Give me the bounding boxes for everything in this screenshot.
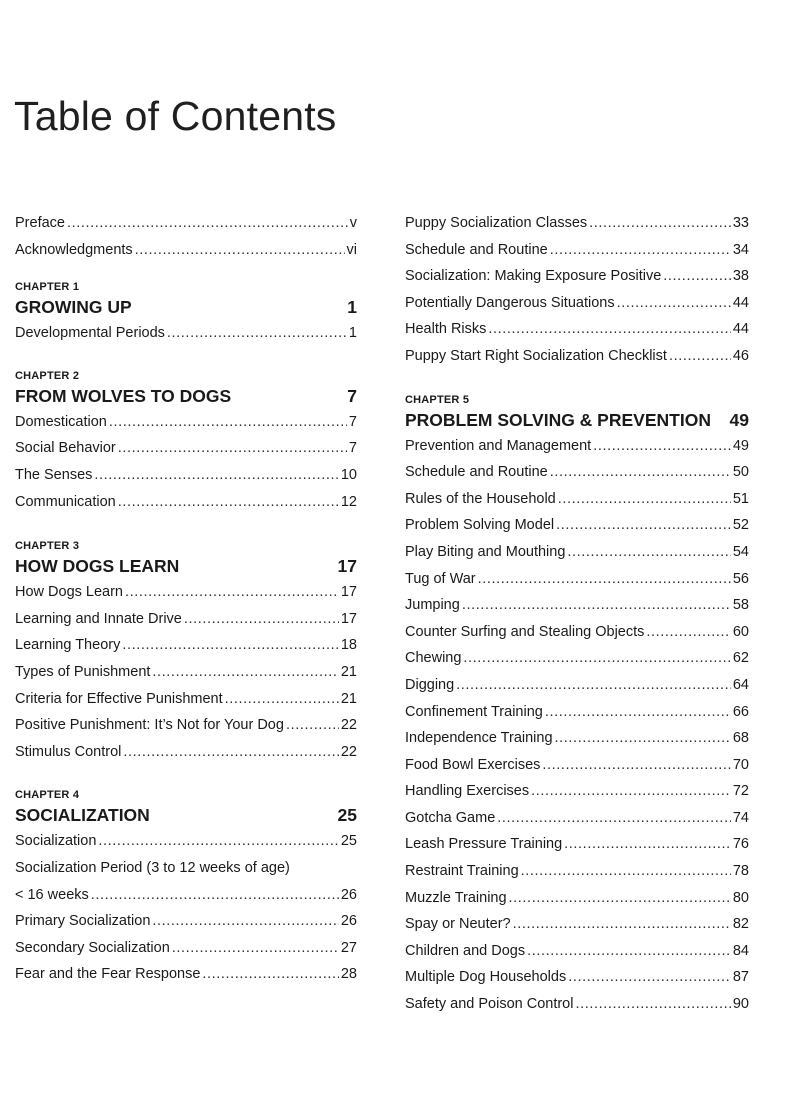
leader-dots (152, 908, 338, 935)
entry-page: 74 (732, 809, 749, 826)
chapter-page: 1 (347, 297, 357, 318)
toc-entry[interactable] (405, 645, 749, 672)
entry-title: Health Risks (405, 321, 487, 338)
entry-page: 26 (340, 886, 357, 903)
leader-dots (593, 433, 731, 460)
chapter-heading[interactable] (405, 407, 749, 433)
toc-entry[interactable] (405, 619, 749, 646)
toc-entry[interactable] (405, 486, 749, 513)
entry-title: Learning Theory (15, 637, 121, 654)
entry-page: 21 (340, 690, 357, 707)
chapter-title: GROWING UP (15, 297, 132, 318)
entry-title: Restraint Training (405, 863, 519, 880)
entry-title: Domestication (15, 413, 107, 430)
chapter-page: 49 (729, 409, 749, 430)
leader-dots (550, 459, 731, 486)
entry-page: 7 (348, 440, 357, 457)
toc-entry[interactable] (405, 938, 749, 965)
leader-dots (98, 828, 338, 855)
entry-page: 33 (732, 215, 749, 231)
toc-entry[interactable] (405, 263, 749, 290)
leader-dots (488, 316, 730, 343)
entry-title: Socialization Period (3 to 12 weeks of age) (15, 859, 290, 876)
chapter-title: PROBLEM SOLVING & PREVENTION (405, 409, 711, 430)
leader-dots (91, 882, 339, 909)
entry-title: Fear and the Fear Response (15, 966, 201, 983)
entry-title: Types of Punishment (15, 663, 151, 680)
toc-entry[interactable] (15, 961, 357, 988)
entry-title: Spay or Neuter? (405, 916, 511, 933)
chapter-label: CHAPTER 5 (405, 393, 470, 406)
entry-title: Children and Dogs (405, 942, 526, 959)
chapter-title: HOW DOGS LEARN (15, 556, 180, 577)
leader-dots (118, 435, 347, 462)
toc-entry[interactable] (15, 739, 357, 766)
leader-dots (556, 512, 731, 539)
leader-dots (646, 619, 730, 646)
toc-entry[interactable] (15, 686, 357, 713)
leader-dots (135, 237, 345, 264)
entry-page: 7 (348, 413, 357, 430)
toc-left-column (15, 210, 357, 988)
entry-page: 56 (732, 570, 749, 587)
entry-title: Socialization (15, 833, 97, 850)
entry-title: Developmental Periods (15, 325, 165, 342)
leader-dots (462, 592, 731, 619)
entry-page: 21 (340, 663, 357, 680)
entry-page: v (349, 215, 357, 231)
entry-title: Prevention and Management (405, 437, 592, 454)
leader-dots (286, 712, 339, 739)
toc-entry[interactable] (405, 991, 749, 1018)
entry-page: 25 (340, 833, 357, 850)
entry-title: Chewing (405, 650, 462, 667)
chapter-label: CHAPTER 3 (15, 540, 80, 553)
entry-title: Learning and Innate Drive (15, 610, 182, 627)
entry-page: 78 (732, 863, 749, 880)
leader-dots (545, 699, 731, 726)
entry-title: How Dogs Learn (15, 584, 123, 601)
entry-title: Criteria for Effective Punishment (15, 690, 223, 707)
entry-page: 38 (732, 268, 749, 285)
chapter-page: 17 (337, 556, 357, 577)
entry-title: Rules of the Household (405, 490, 556, 507)
leader-dots (184, 606, 339, 633)
entry-page: 54 (732, 543, 749, 560)
entry-page: 52 (732, 517, 749, 534)
chapter-title: FROM WOLVES TO DOGS (15, 385, 232, 406)
leader-dots (225, 686, 339, 713)
entry-title: Confinement Training (405, 703, 543, 720)
entry-page: 72 (732, 783, 749, 800)
page-title: Table of Contents (14, 93, 337, 139)
entry-title: Secondary Socialization (15, 939, 170, 956)
toc-entry[interactable] (405, 699, 749, 726)
entry-page: 51 (732, 490, 749, 507)
leader-dots (94, 462, 338, 489)
entry-title: Play Biting and Mouthing (405, 543, 566, 560)
entry-page: 27 (340, 939, 357, 956)
chapter-heading[interactable] (15, 383, 357, 409)
entry-page: 66 (732, 703, 749, 720)
leader-dots (575, 991, 730, 1018)
toc-entry[interactable] (15, 320, 357, 347)
toc-entry-preface[interactable] (15, 210, 357, 237)
entry-title: Gotcha Game (405, 809, 496, 826)
entry-title: Social Behavior (15, 440, 116, 457)
leader-dots (463, 645, 730, 672)
toc-entry[interactable] (405, 858, 749, 885)
leader-dots (497, 805, 731, 832)
entry-page: 87 (732, 969, 749, 986)
entry-title: Digging (405, 676, 455, 693)
toc-right-column (405, 210, 749, 1018)
leader-dots (669, 343, 731, 370)
toc-entry[interactable] (405, 778, 749, 805)
entry-page: 34 (732, 241, 749, 258)
toc-entry-acknowledgments[interactable] (15, 237, 357, 264)
toc-entry[interactable] (405, 566, 749, 593)
chapter-label: CHAPTER 1 (15, 281, 80, 294)
leader-dots (118, 489, 339, 516)
chapter-title: SOCIALIZATION (15, 805, 150, 826)
leader-dots (456, 672, 731, 699)
chapter-5 (405, 393, 749, 1018)
entry-title: Stimulus Control (15, 743, 122, 760)
chapter-2 (15, 369, 357, 515)
entry-page: 60 (732, 623, 749, 640)
leader-dots (567, 539, 730, 566)
entry-page: 68 (732, 730, 749, 747)
entry-page: 84 (732, 942, 749, 959)
chapter-3 (15, 539, 357, 765)
entry-page: 80 (732, 889, 749, 906)
leader-dots (617, 290, 731, 317)
leader-dots (172, 935, 339, 962)
toc-entry[interactable] (15, 435, 357, 462)
entry-title: Preface (15, 215, 65, 231)
toc-entry[interactable] (15, 828, 357, 855)
toc-entry[interactable] (15, 462, 357, 489)
toc-entry[interactable] (15, 908, 357, 935)
entry-title: Potentially Dangerous Situations (405, 294, 615, 311)
leader-dots (109, 409, 347, 436)
chapter-1 (15, 280, 357, 347)
entry-title: Schedule and Routine (405, 464, 548, 481)
chapter-heading[interactable] (15, 802, 357, 828)
chapter-page: 25 (337, 805, 357, 826)
chapter-5-entries (405, 433, 749, 1018)
entry-title: Tug of War (405, 570, 476, 587)
entry-page: vi (346, 241, 357, 258)
entry-title: Puppy Socialization Classes (405, 215, 588, 231)
toc-entry[interactable] (15, 606, 357, 633)
leader-dots (555, 725, 731, 752)
toc-entry[interactable] (405, 512, 749, 539)
toc-entry[interactable] (405, 592, 749, 619)
toc-entry[interactable] (15, 579, 357, 606)
toc-entry[interactable] (15, 855, 357, 908)
toc-entry[interactable] (405, 459, 749, 486)
toc-entry[interactable] (405, 343, 749, 370)
entry-page: 46 (732, 347, 749, 364)
leader-dots (663, 263, 731, 290)
entry-title: Socialization: Making Exposure Positive (405, 268, 662, 285)
leader-dots (513, 911, 731, 938)
toc-entry[interactable] (405, 964, 749, 991)
toc-entry[interactable] (405, 885, 749, 912)
entry-title: Independence Training (405, 730, 553, 747)
toc-entry[interactable] (405, 433, 749, 460)
entry-page: 28 (340, 966, 357, 983)
leader-dots (564, 831, 731, 858)
leader-dots (67, 210, 348, 237)
toc-entry[interactable] (15, 712, 357, 739)
entry-page: 62 (732, 650, 749, 667)
entry-title: Acknowledgments (15, 241, 133, 258)
entry-title: Muzzle Training (405, 889, 507, 906)
entry-page: 1 (348, 325, 357, 342)
entry-title: Multiple Dog Households (405, 969, 567, 986)
entry-title: Problem Solving Model (405, 517, 555, 534)
leader-dots (202, 961, 338, 988)
entry-title: Handling Exercises (405, 783, 530, 800)
entry-page: 22 (340, 743, 357, 760)
entry-title: Puppy Start Right Socialization Checklist (405, 347, 667, 364)
entry-title: The Senses (15, 466, 93, 483)
toc-entry[interactable] (405, 911, 749, 938)
entry-page: 26 (340, 913, 357, 930)
entry-title: Leash Pressure Training (405, 836, 563, 853)
entry-page: 10 (340, 466, 357, 483)
chapter-label: CHAPTER 4 (15, 789, 80, 802)
leader-dots (550, 237, 731, 264)
leader-dots (123, 739, 338, 766)
entry-title: Food Bowl Exercises (405, 756, 541, 773)
toc-entry[interactable] (405, 237, 749, 264)
chapter-heading[interactable] (15, 294, 357, 320)
entry-page: 18 (340, 637, 357, 654)
entry-page: 17 (340, 610, 357, 627)
toc-entry[interactable] (405, 752, 749, 779)
toc-entry[interactable] (15, 935, 357, 962)
entry-title-continued: < 16 weeks (15, 886, 89, 903)
leader-dots (125, 579, 339, 606)
leader-dots (527, 938, 731, 965)
toc-entry[interactable] (15, 409, 357, 436)
toc-entry[interactable] (15, 632, 357, 659)
entry-page: 44 (732, 294, 749, 311)
toc-entry[interactable] (405, 672, 749, 699)
leader-dots (568, 964, 731, 991)
entry-page: 70 (732, 756, 749, 773)
chapter-4 (15, 788, 357, 988)
toc-entry[interactable] (405, 316, 749, 343)
toc-entry[interactable] (405, 539, 749, 566)
entry-title: Counter Surfing and Stealing Objects (405, 623, 645, 640)
toc-entry[interactable] (15, 489, 357, 516)
leader-dots (521, 858, 731, 885)
leader-dots (509, 885, 731, 912)
toc-entry[interactable] (405, 725, 749, 752)
chapter-heading[interactable] (15, 553, 357, 579)
entry-page: 49 (732, 437, 749, 454)
leader-dots (167, 320, 347, 347)
entry-page: 44 (732, 321, 749, 338)
entry-title: Positive Punishment: It’s Not for Your Dog (15, 717, 284, 734)
entry-page: 82 (732, 916, 749, 933)
entry-page: 76 (732, 836, 749, 853)
toc-entry[interactable] (405, 831, 749, 858)
leader-dots (558, 486, 731, 513)
entry-title: Schedule and Routine (405, 241, 548, 258)
toc-entry[interactable] (15, 659, 357, 686)
toc-entry[interactable] (405, 290, 749, 317)
leader-dots (478, 566, 731, 593)
chapter-label: CHAPTER 2 (15, 369, 80, 382)
chapter-page: 7 (347, 385, 357, 406)
toc-entry[interactable] (405, 805, 749, 832)
leader-dots (542, 752, 730, 779)
entry-page: 90 (732, 996, 749, 1013)
entry-page: 64 (732, 676, 749, 693)
entry-title: Communication (15, 493, 116, 510)
leader-dots (531, 778, 731, 805)
entry-page: 22 (340, 717, 357, 734)
entry-title: Jumping (405, 597, 460, 614)
entry-page: 12 (340, 493, 357, 510)
entry-page: 58 (732, 597, 749, 614)
toc-entry[interactable] (405, 210, 749, 237)
entry-page: 17 (340, 584, 357, 601)
entry-title: Safety and Poison Control (405, 996, 574, 1013)
entry-title: Primary Socialization (15, 913, 151, 930)
leader-dots (122, 632, 339, 659)
entry-page: 50 (732, 464, 749, 481)
leader-dots (589, 210, 731, 237)
leader-dots (152, 659, 338, 686)
